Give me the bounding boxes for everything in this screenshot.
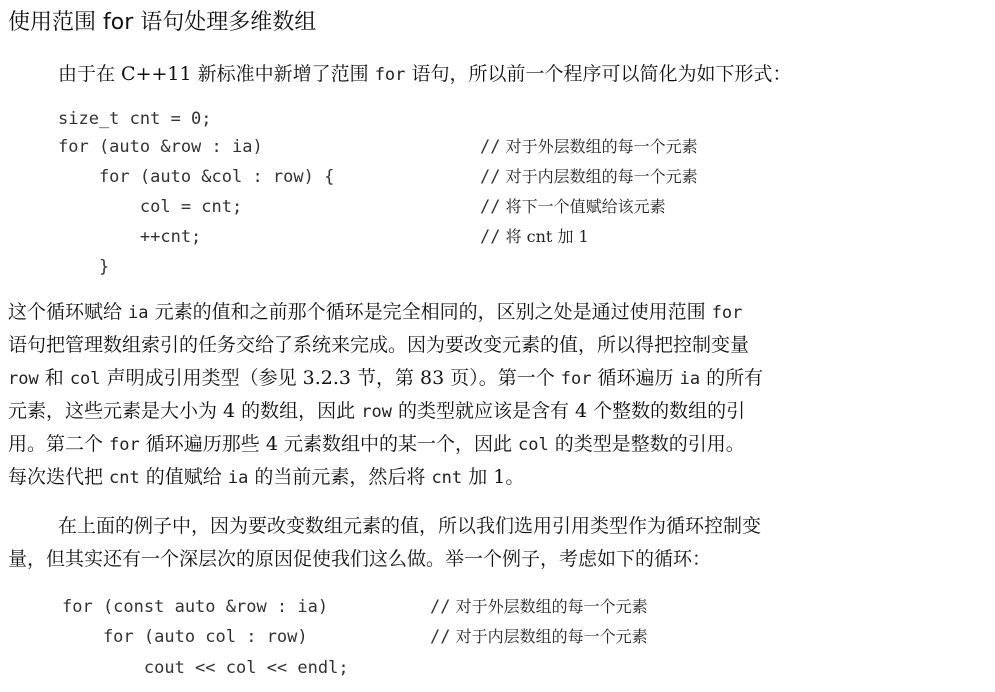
- code-comment: [480, 132, 698, 162]
- code-line: for (auto &col : row) {: [58, 167, 335, 187]
- paragraph-line: 元素，这些元素是大小为 4 的数组，因此 row 的类型就应该是含有 4 个整数的数组的引: [8, 400, 746, 422]
- code-comment: [430, 622, 648, 652]
- comment-prefix: //: [480, 137, 501, 157]
- section-heading: 使用范围 for 语句处理多维数组: [8, 10, 317, 35]
- code-line: ++cnt;: [58, 227, 202, 247]
- paragraph-line: 语句把管理数组索引的任务交给了系统来完成。因为要改变元素的值，所以得把控制变量: [8, 334, 750, 356]
- comment-text: 对于内层数组的每一个元素: [455, 627, 648, 646]
- comment-prefix: //: [480, 227, 501, 247]
- paragraph-line: 量，但其实还有一个深层次的原因促使我们这么做。举一个例子，考虑如下的循环：: [8, 548, 712, 570]
- comment-prefix: //: [430, 597, 451, 617]
- paragraph-line: 每次迭代把 cnt 的值赋给 ia 的当前元素，然后将 cnt 加 1。: [8, 466, 525, 488]
- code-line: col = cnt;: [58, 197, 243, 217]
- comment-prefix: //: [480, 197, 501, 217]
- comment-text: 对于外层数组的每一个元素: [505, 137, 698, 156]
- comment-text: 对于内层数组的每一个元素: [505, 167, 698, 186]
- code-comment: [430, 592, 648, 622]
- code-comment: [480, 192, 666, 222]
- paragraph-line: 用。第二个 for 循环遍历那些 4 元素数组中的某一个，因此 col 的类型是整数的引用。: [8, 433, 745, 455]
- paragraph-line: row 和 col 声明成引用类型（参见 3.2.3 节，第 83 页）。第一个 for 循环遍历 ia 的所有: [8, 367, 764, 389]
- code-line: cout << col << endl;: [62, 658, 349, 678]
- code-line: size_t cnt = 0;: [58, 109, 212, 129]
- code-line: for (const auto &row : ia): [62, 597, 329, 617]
- intro-text-after: 语句，所以前一个程序可以简化为如下形式：: [405, 63, 792, 85]
- paragraph-line: 这个循环赋给 ia 元素的值和之前那个循环是完全相同的，区别之处是通过使用范围 for: [8, 301, 743, 323]
- code-comment: [480, 162, 698, 192]
- comment-prefix: //: [430, 627, 451, 647]
- comment-prefix: //: [480, 167, 501, 187]
- comment-text: 对于外层数组的每一个元素: [455, 597, 648, 616]
- intro-code: for: [374, 65, 406, 85]
- comment-text: 将下一个值赋给该元素: [505, 197, 666, 216]
- code-line: }: [58, 257, 110, 277]
- intro-text-before: 由于在 C++11 新标准中新增了范围: [58, 63, 375, 85]
- comment-text: 将 cnt 加 1: [505, 227, 589, 246]
- code-line: for (auto col : row): [62, 627, 308, 647]
- code-comment: [480, 222, 589, 252]
- intro-paragraph: [58, 58, 791, 91]
- paragraph-line: 在上面的例子中，因为要改变数组元素的值，所以我们选用引用类型作为循环控制变: [58, 515, 762, 537]
- code-line: for (auto &row : ia): [58, 137, 263, 157]
